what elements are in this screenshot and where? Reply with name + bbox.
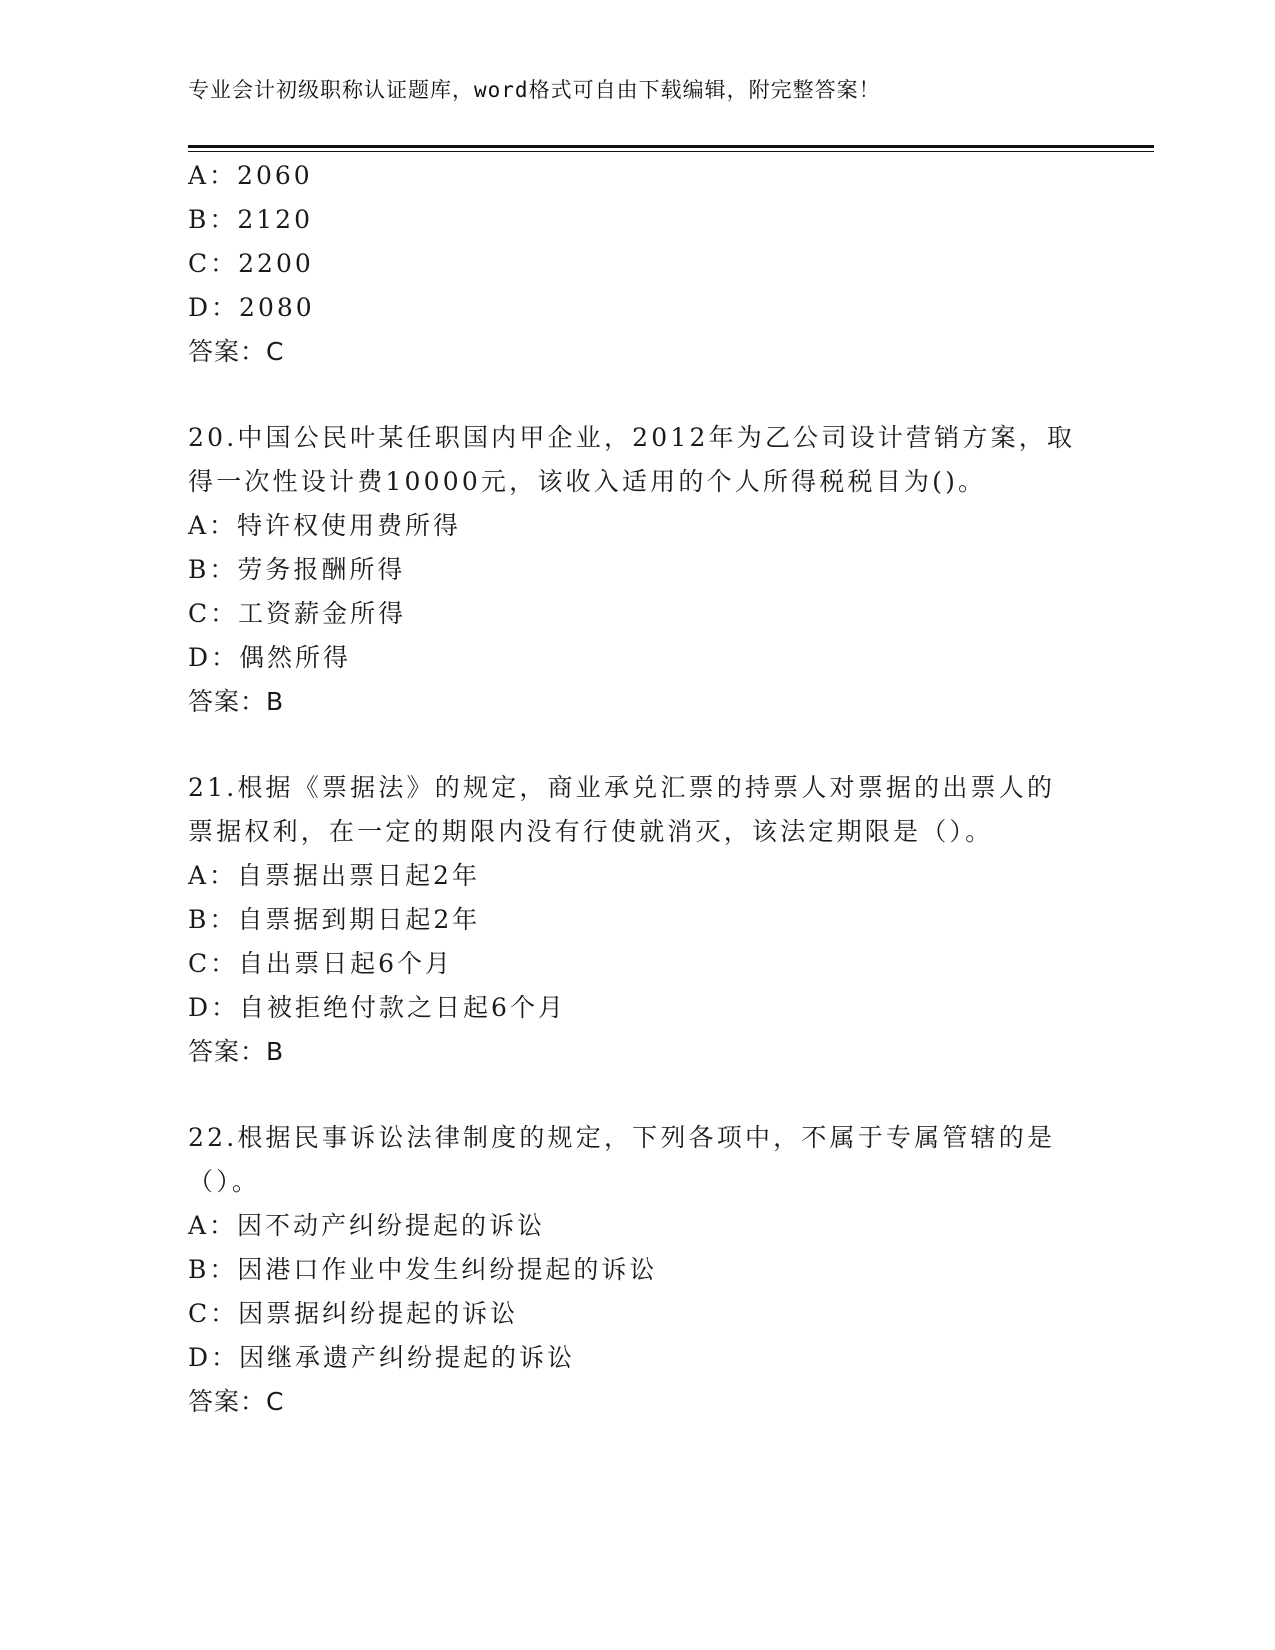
q21-option-c: C：自出票日起6个月 [188, 949, 454, 978]
q20-option-c: C：工资薪金所得 [188, 599, 407, 628]
q22-stem-line-2: （）。 [188, 1167, 261, 1196]
header-rule-thin [188, 151, 1154, 152]
page-header: 专业会计初级职称认证题库，word格式可自由下载编辑，附完整答案！ [188, 78, 881, 102]
q21-option-b: B：自票据到期日起2年 [188, 905, 481, 934]
prev-option-d: D：2080 [188, 293, 315, 322]
prev-option-a: A：2060 [188, 161, 313, 190]
q22-option-c: C：因票据纠纷提起的诉讼 [188, 1299, 519, 1328]
q21-answer: 答案：B [188, 1037, 285, 1066]
q22-stem-line-1: 22.根据民事诉讼法律制度的规定，下列各项中，不属于专属管辖的是 [188, 1123, 1056, 1152]
q20-stem-line-2: 得一次性设计费10000元，该收入适用的个人所得税税目为()。 [188, 467, 987, 496]
q21-option-a: A：自票据出票日起2年 [188, 861, 480, 890]
q21-stem-line-2: 票据权利，在一定的期限内没有行使就消灭，该法定期限是（）。 [188, 817, 994, 846]
q22-option-a: A：因不动产纠纷提起的诉讼 [188, 1211, 546, 1240]
q20-option-b: B：劳务报酬所得 [188, 555, 406, 584]
header-rule-thick [188, 145, 1154, 148]
q22-option-d: D：因继承遗产纠纷提起的诉讼 [188, 1343, 576, 1372]
prev-option-b: B：2120 [188, 205, 313, 234]
q20-option-d: D：偶然所得 [188, 643, 352, 672]
q21-stem-line-1: 21.根据《票据法》的规定，商业承兑汇票的持票人对票据的出票人的 [188, 773, 1056, 802]
prev-answer: 答案：C [188, 337, 285, 366]
q20-stem-line-1: 20.中国公民叶某任职国内甲企业，2012年为乙公司设计营销方案，取 [188, 423, 1076, 452]
q22-option-b: B：因港口作业中发生纠纷提起的诉讼 [188, 1255, 658, 1284]
q20-answer: 答案：B [188, 687, 285, 716]
prev-option-c: C：2200 [188, 249, 314, 278]
q20-option-a: A：特许权使用费所得 [188, 511, 462, 540]
q22-answer: 答案：C [188, 1387, 285, 1416]
q21-option-d: D：自被拒绝付款之日起6个月 [188, 993, 566, 1022]
